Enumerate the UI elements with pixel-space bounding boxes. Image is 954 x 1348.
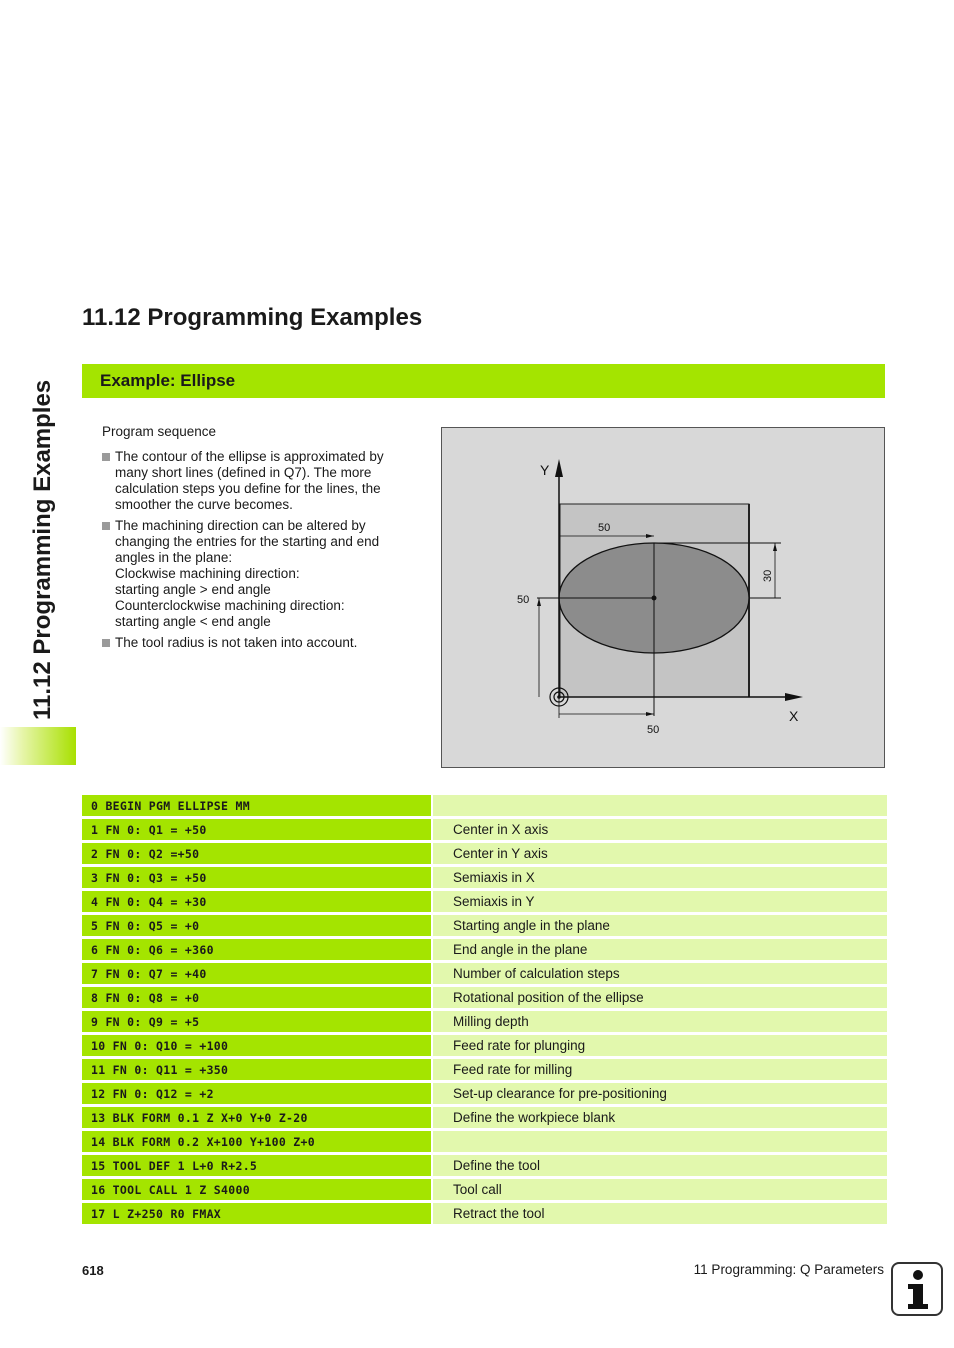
program-row [82, 1179, 887, 1200]
bullet-line: angles in the plane: [115, 550, 233, 565]
program-row [82, 891, 887, 912]
program-code: 2 FN 0: Q2 =+50 [82, 843, 431, 864]
bullet-line: starting angle > end angle [115, 582, 271, 597]
footer-chapter: 11 Programming: Q Parameters [693, 1262, 884, 1277]
nc-program-table [82, 792, 887, 1227]
program-comment: Tool call [433, 1179, 887, 1200]
bullet-line: calculation steps you define for the lines, the [115, 481, 381, 496]
page-number: 618 [82, 1263, 104, 1278]
intro-lead: Program sequence [102, 424, 217, 439]
program-comment: Starting angle in the plane [433, 915, 887, 936]
program-row [82, 987, 887, 1008]
program-code: 14 BLK FORM 0.2 X+100 Y+100 Z+0 [82, 1131, 431, 1152]
program-code: 13 BLK FORM 0.1 Z X+0 Y+0 Z-20 [82, 1107, 431, 1128]
program-row [82, 1107, 887, 1128]
program-comment [433, 1131, 887, 1152]
program-code: 4 FN 0: Q4 = +30 [82, 891, 431, 912]
program-comment: Milling depth [433, 1011, 887, 1032]
bullet-line: Clockwise machining direction: [115, 566, 300, 581]
program-row [82, 1083, 887, 1104]
program-code: 0 BEGIN PGM ELLIPSE MM [82, 795, 431, 816]
program-code: 10 FN 0: Q10 = +100 [82, 1035, 431, 1056]
program-comment: End angle in the plane [433, 939, 887, 960]
program-row [82, 843, 887, 864]
program-comment: Semiaxis in X [433, 867, 887, 888]
program-comment: Rotational position of the ellipse [433, 987, 887, 1008]
dimension-top: 50 [598, 522, 611, 534]
program-code: 12 FN 0: Q12 = +2 [82, 1083, 431, 1104]
program-comment: Define the tool [433, 1155, 887, 1176]
bullet-line: changing the entries for the starting and end [115, 534, 380, 549]
sidebar-tab-marker [0, 727, 76, 765]
sidebar-chapter-title: 11.12 Programming Examples [29, 379, 56, 720]
program-code: 7 FN 0: Q7 = +40 [82, 963, 431, 984]
dimension-bottom: 50 [647, 724, 660, 736]
x-axis-label: X [789, 708, 799, 724]
intro-bullet-list [102, 449, 412, 651]
program-row [82, 1011, 887, 1032]
program-comment: Center in X axis [433, 819, 887, 840]
program-code: 1 FN 0: Q1 = +50 [82, 819, 431, 840]
page-title: 11.12 Programming Examples [82, 304, 423, 331]
bullet-line: The contour of the ellipse is approximated by [115, 449, 384, 464]
bullet-item [102, 635, 412, 651]
bullet-square-icon [102, 639, 110, 647]
program-comment: Center in Y axis [433, 843, 887, 864]
bullet-line: The tool radius is not taken into account. [115, 635, 358, 650]
program-row [82, 1155, 887, 1176]
program-comment: Retract the tool [433, 1203, 887, 1224]
intro-text [102, 424, 412, 656]
ellipse-center-point [652, 596, 657, 601]
program-comment [433, 795, 887, 816]
program-comment: Semiaxis in Y [433, 891, 887, 912]
program-row [82, 915, 887, 936]
dimension-right: 30 [762, 569, 774, 582]
bullet-line: smoother the curve becomes. [115, 497, 293, 512]
bullet-line: The machining direction can be altered by [115, 518, 366, 533]
section-header [82, 364, 885, 398]
info-icon [891, 1262, 943, 1316]
program-row [82, 963, 887, 984]
y-axis-label: Y [540, 462, 550, 478]
program-row [82, 795, 887, 816]
program-row [82, 939, 887, 960]
bullet-line: starting angle < end angle [115, 614, 271, 629]
bullet-line: many short lines (defined in Q7). The more [115, 465, 372, 480]
program-comment: Feed rate for milling [433, 1059, 887, 1080]
program-row [82, 1203, 887, 1224]
bullet-item [102, 449, 412, 513]
program-code: 17 L Z+250 R0 FMAX [82, 1203, 431, 1224]
program-code: 11 FN 0: Q11 = +350 [82, 1059, 431, 1080]
program-row [82, 1059, 887, 1080]
dimension-left: 50 [517, 594, 530, 606]
program-row [82, 1035, 887, 1056]
program-row [82, 819, 887, 840]
bullet-line: Counterclockwise machining direction: [115, 598, 345, 613]
program-code: 5 FN 0: Q5 = +0 [82, 915, 431, 936]
program-comment: Feed rate for plunging [433, 1035, 887, 1056]
ellipse-diagram [441, 427, 885, 768]
section-title: Example: Ellipse [100, 371, 236, 390]
program-comment: Define the workpiece blank [433, 1107, 887, 1128]
bullet-item [102, 518, 412, 630]
program-code: 8 FN 0: Q8 = +0 [82, 987, 431, 1008]
program-code: 15 TOOL DEF 1 L+0 R+2.5 [82, 1155, 431, 1176]
program-comment: Set-up clearance for pre-positioning [433, 1083, 887, 1104]
program-code: 9 FN 0: Q9 = +5 [82, 1011, 431, 1032]
bullet-square-icon [102, 522, 110, 530]
program-row [82, 867, 887, 888]
program-code: 16 TOOL CALL 1 Z S4000 [82, 1179, 431, 1200]
program-code: 3 FN 0: Q3 = +50 [82, 867, 431, 888]
bullet-square-icon [102, 453, 110, 461]
program-code: 6 FN 0: Q6 = +360 [82, 939, 431, 960]
program-row [82, 1131, 887, 1152]
program-comment: Number of calculation steps [433, 963, 887, 984]
